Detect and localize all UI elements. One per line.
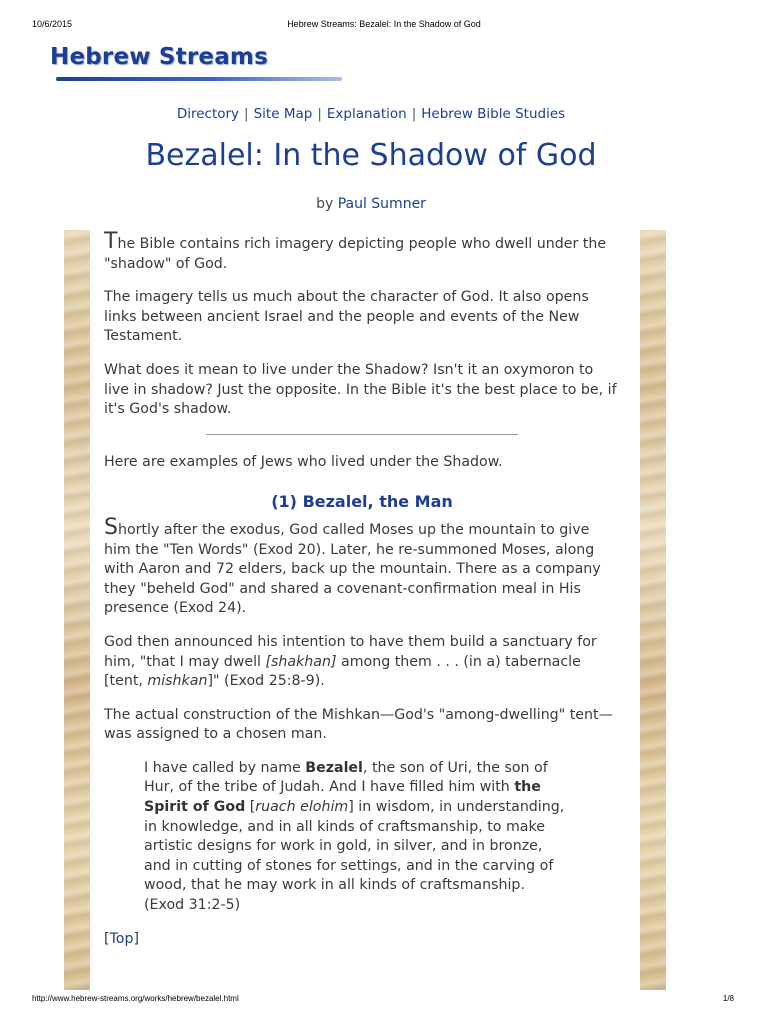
nav-separator: | <box>411 106 417 122</box>
drop-cap: S <box>104 514 118 540</box>
paragraph-text: among them . . . (in a) tabernacle [tent, <box>104 653 581 690</box>
drop-cap: T <box>104 229 118 254</box>
nav-separator: | <box>317 106 322 122</box>
section-paragraph-2 <box>104 633 620 692</box>
print-url: http://www.hebrew-streams.org/works/hebrew/bezalel.html <box>32 994 239 1003</box>
quote-text: I have called by name <box>144 759 306 776</box>
hebrew-term: ruach elohim <box>255 799 349 816</box>
print-page-number: 1/8 <box>722 994 734 1003</box>
print-header <box>0 0 768 32</box>
section-divider <box>206 434 518 435</box>
print-date: 10/6/2015 <box>32 19 73 29</box>
quote-emphasis: Bezalel <box>305 759 363 776</box>
intro-paragraph-4: Here are examples of Jews who lived under the Shadow. <box>104 453 503 470</box>
article-body <box>104 229 620 949</box>
hebrew-term: mishkan <box>147 673 208 690</box>
paragraph-text: hortly after the exodus, God called Moses up the mountain to give him the "Ten Words" (Exod 20). Later, he re-summoned Moses, along with Aaron and 72 elders, back up the mountain. There as a company they "beheld God" and shared a covenant-confirmation meal in His presence (Exod 24). <box>104 521 601 617</box>
nav-explanation-link[interactable]: Explanation <box>326 106 407 122</box>
left-parchment-border <box>64 230 90 990</box>
section-paragraph-1 <box>104 514 620 619</box>
byline-prefix: by <box>316 196 334 212</box>
intro-paragraph-3: What does it mean to live under the Shadow? Isn't it an oxymoron to live in shadow? Just the opposite. In the Bible it's the best place to be, if it's God's shadow. <box>104 361 617 418</box>
intro-paragraph-2: The imagery tells us much about the character of God. It also opens links between ancient Israel and the people and events of the New Testament. <box>104 289 589 345</box>
nav-hebrew-bible-studies-link[interactable]: Hebrew Bible Studies <box>421 106 566 122</box>
quote-text: , the son of Uri, the son of Hur, of the tribe of Judah. And I have filled him with <box>144 759 548 796</box>
back-to-top <box>104 930 620 950</box>
paragraph-text: he Bible contains rich imagery depicting people who dwell under the "shadow" of God. <box>104 236 607 272</box>
paragraph-text: ]" (Exod 25:8-9). <box>207 673 325 690</box>
logo-text: Hebrew Streams <box>50 44 268 70</box>
byline <box>0 196 742 212</box>
section-paragraph-3: The actual construction of the Mishkan—God's "among-dwelling" tent—was assigned to a chosen man. <box>104 706 613 743</box>
page-title: Bezalel: In the Shadow of God <box>145 138 597 173</box>
nav-site-map-link[interactable]: Site Map <box>253 106 313 122</box>
intro-paragraph-1 <box>104 229 620 274</box>
paragraph-text: God then announced his intention to have them build a sanctuary for him, "that I may dwell <box>104 633 597 670</box>
quote-text: [ <box>245 799 256 816</box>
top-navigation <box>0 106 742 122</box>
nav-directory-link[interactable]: Directory <box>176 106 240 122</box>
bracket: ] <box>133 930 140 947</box>
print-footer <box>0 994 768 1014</box>
top-link[interactable]: Top <box>109 930 134 947</box>
right-parchment-border <box>640 230 666 990</box>
site-logo[interactable] <box>50 44 350 84</box>
nav-separator: | <box>244 106 249 122</box>
bracket: [ <box>104 930 110 947</box>
print-page-title: Hebrew Streams: Bezalel: In the Shadow of God <box>287 19 481 29</box>
quote-text: ] in wisdom, in understanding, in knowledge, and in all kinds of craftsmanship, to make artistic designs for work in gold, in silver, and in bronze, and in cutting of stones for settings, and in the carving of wood, that he may work in all kinds of craftsmanship. (Exod 31:2-5) <box>144 799 565 914</box>
hebrew-term: [shakhan] <box>265 653 337 670</box>
quote-emphasis: the Spirit of God <box>144 779 541 816</box>
section-heading: (1) Bezalel, the Man <box>271 492 453 512</box>
author-link[interactable]: Paul Sumner <box>337 196 426 212</box>
scripture-quote <box>144 759 568 916</box>
logo-underline <box>56 77 342 81</box>
